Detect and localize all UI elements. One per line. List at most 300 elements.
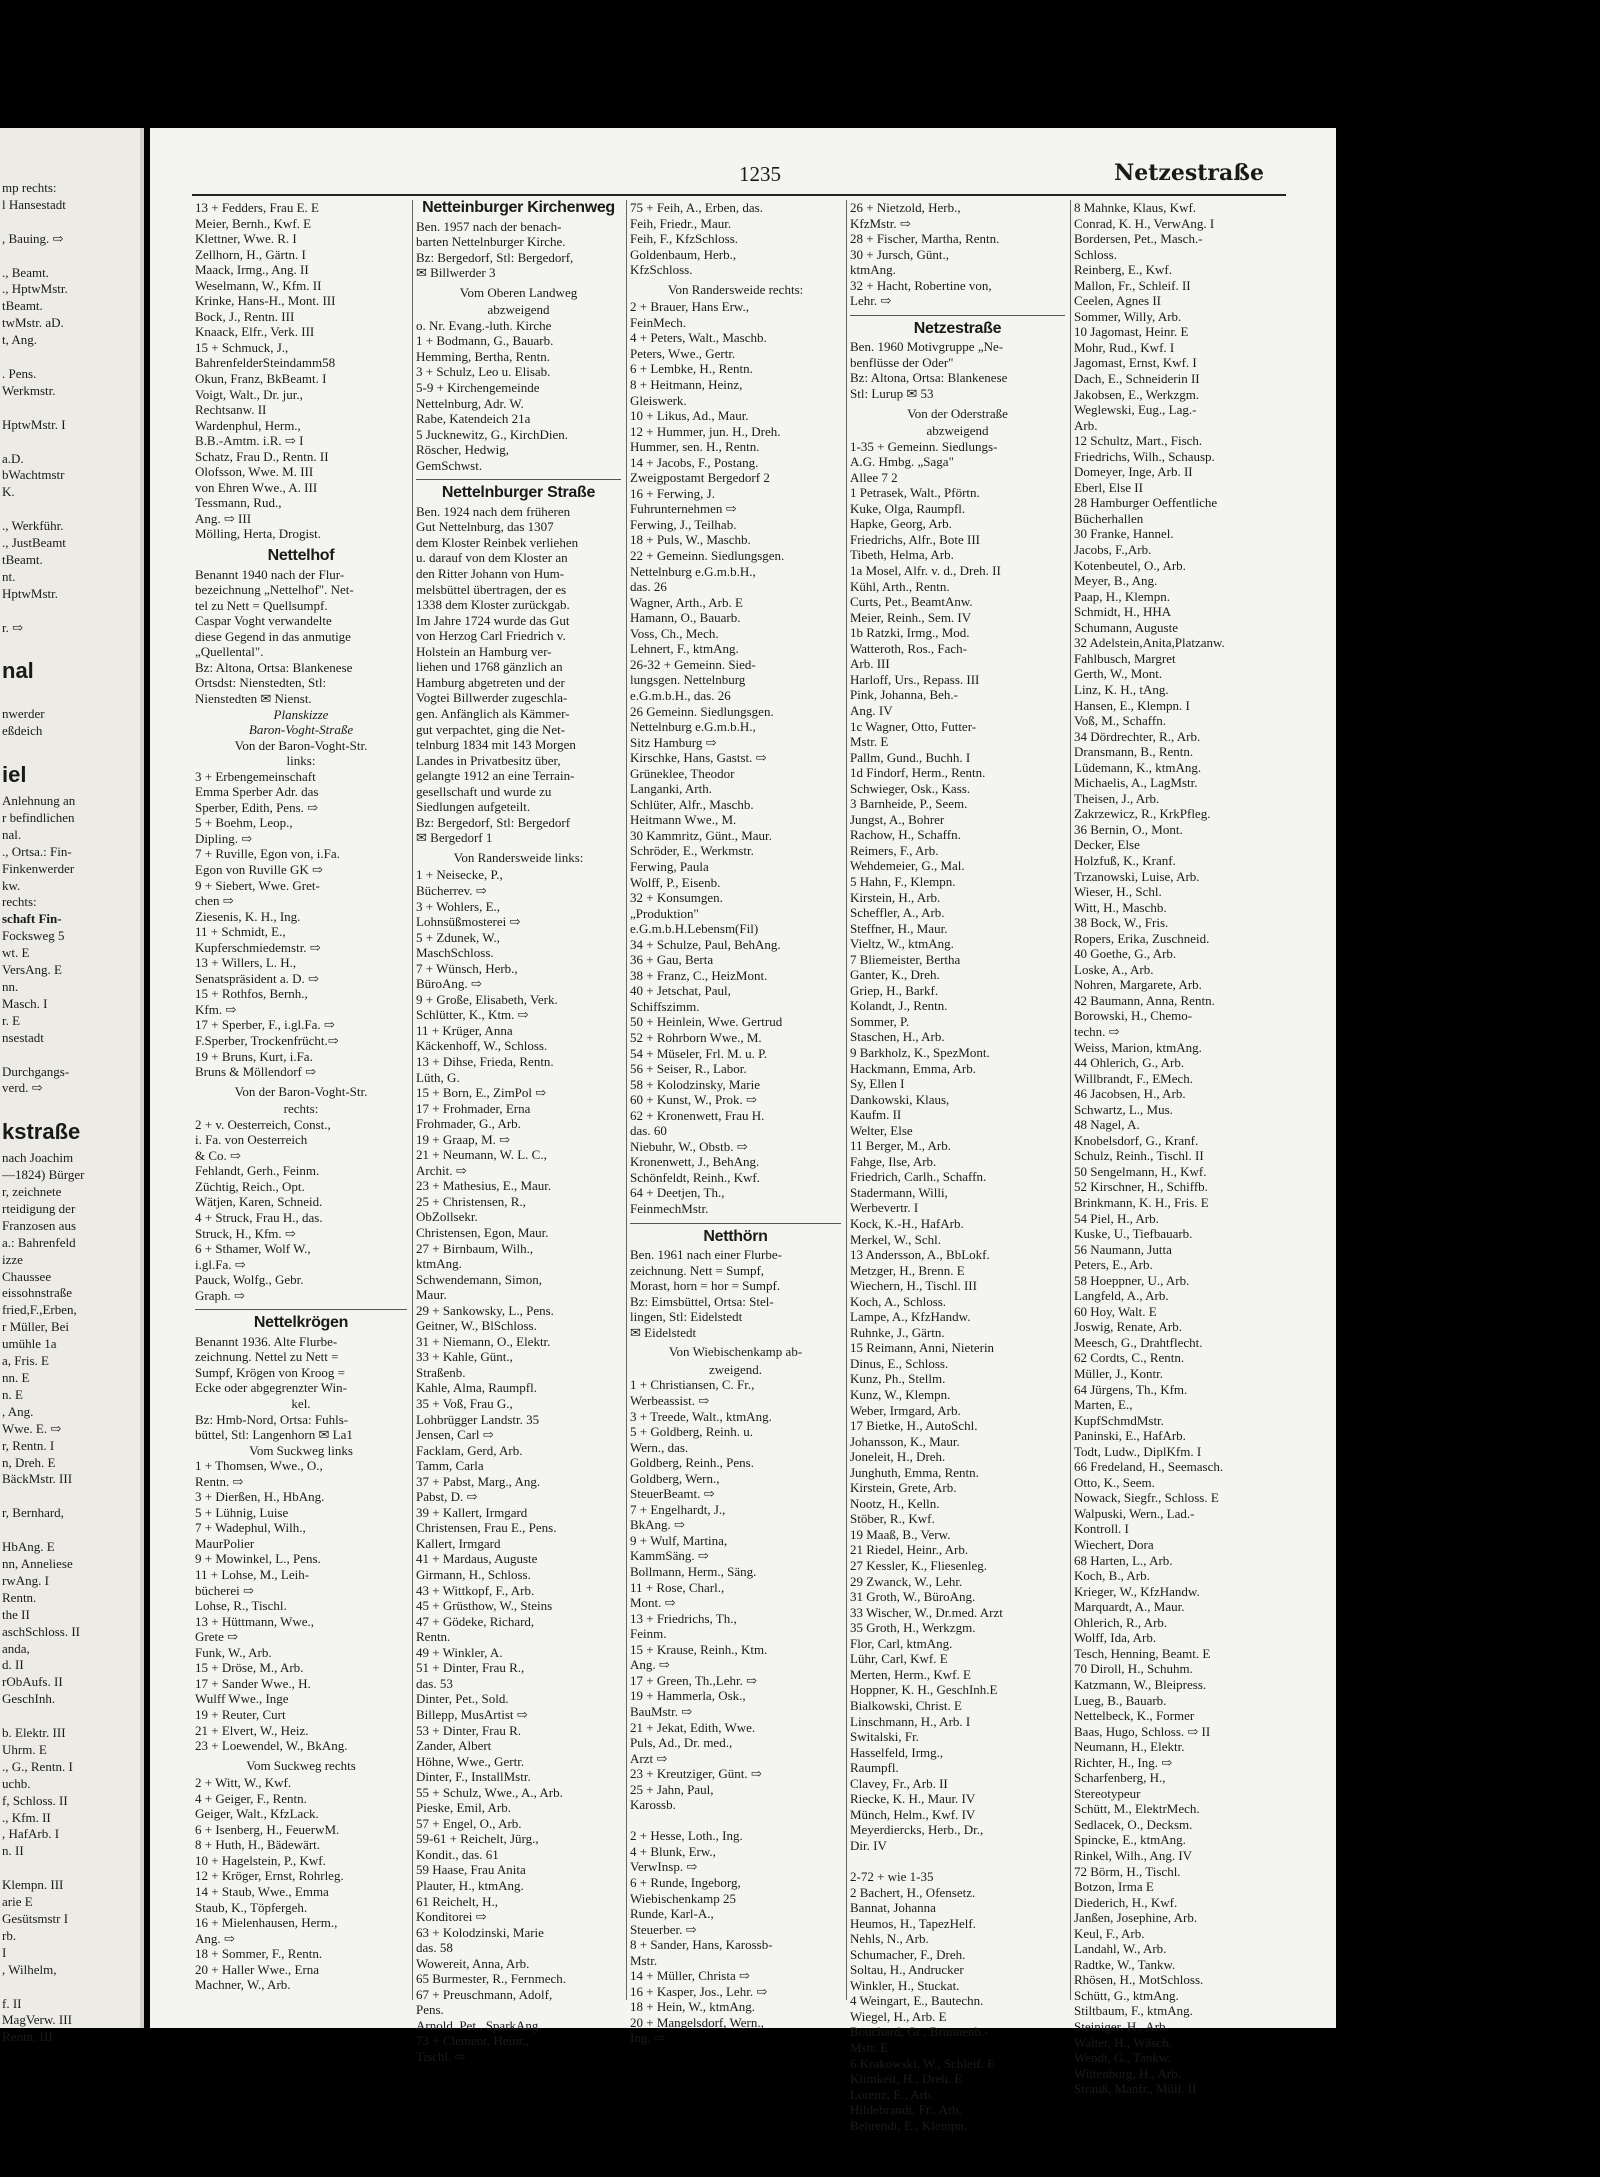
entry-line: 63 + Kolodzinski, Marie <box>416 1924 544 1940</box>
entry-line: Meesch, G., Drahtflecht. <box>1074 1334 1203 1350</box>
left-page-line: , Bauing. ⇨ <box>2 230 64 246</box>
entry-line: BauMstr. ⇨ <box>630 1703 693 1719</box>
entry-line: 19 + Bruns, Kurt, i.Fa. <box>195 1048 313 1064</box>
entry-line: 51 + Dinter, Frau R., <box>416 1660 525 1676</box>
entry-line: 9 + Mowinkel, L., Pens. <box>195 1551 321 1567</box>
entry-line: Switalski, Fr. <box>850 1729 919 1745</box>
entry-line: 17 + Sperber, F., i.gl.Fa. ⇨ <box>195 1017 335 1033</box>
entry-line: techn. ⇨ <box>1074 1023 1120 1039</box>
entry-line: Friedrichs, Wilh., Schausp. <box>1074 448 1215 464</box>
left-page-line: ., Werkführ. <box>2 518 64 534</box>
entry-line: Nohren, Margarete, Arb. <box>1074 977 1202 993</box>
entry-line: 11 + Rose, Charl., <box>630 1579 725 1595</box>
entry-line: Ferwing, Paula <box>630 858 709 874</box>
left-page-line <box>2 1860 136 1877</box>
entry-line: 5 Hahn, F., Klempn. <box>850 873 956 889</box>
entry-line: Stadermann, Willi, <box>850 1184 948 1200</box>
entry-line: 36 + Gau, Berta <box>630 952 714 968</box>
entry-line: Ben. 1957 nach der benach- <box>416 218 562 234</box>
entry-line: Jensen, Carl ⇨ <box>416 1427 494 1443</box>
entry-line: 30 Kammritz, Günt., Maur. <box>630 827 772 843</box>
entry-line: Neumann, H., Elektr. <box>1074 1739 1185 1755</box>
left-page-line: BäckMstr. III <box>2 1471 73 1487</box>
entry-line: Bücherrev. ⇨ <box>416 882 487 898</box>
entry-line: Curts, Pet., BeamtAnw. <box>850 594 973 610</box>
entry-line: Wulff Wwe., Inge <box>195 1691 289 1707</box>
entry-line: 15 + Schmuck, J., <box>195 339 289 355</box>
entry-line: Michaelis, A., LagMstr. <box>1074 775 1198 791</box>
entry-line: Spincke, E., ktmAng. <box>1074 1832 1186 1848</box>
left-page-line: n. II <box>2 1843 24 1859</box>
entry-line: Friedrichs, Alfr., Bote III <box>850 531 980 547</box>
left-page-line <box>2 636 136 653</box>
entry-line: 4 + Geiger, F., Rentn. <box>195 1790 307 1806</box>
left-page-line: r befindlichen <box>2 809 75 825</box>
left-page-line: ., G., Rentn. I <box>2 1758 73 1774</box>
entry-line: e.G.m.b.H., das. 26 <box>630 687 731 703</box>
entry-line: Egon von Ruville GK ⇨ <box>195 861 323 877</box>
left-page-line: . Pens. <box>2 365 37 381</box>
entry-line: Zellhorn, H., Gärtn. I <box>195 246 306 262</box>
left-page-line: , Wilhelm, <box>2 1961 57 1977</box>
left-page-line: Masch. I <box>2 995 48 1011</box>
entry-line: chen ⇨ <box>195 893 234 909</box>
entry-line: KfzMstr. ⇨ <box>850 215 911 231</box>
left-page-line: ., JustBeamt <box>2 535 66 551</box>
entry-line: 32 Adelstein,Anita,Platzanw. <box>1074 635 1225 651</box>
entry-line: Ang. ⇨ III <box>195 510 252 526</box>
left-page-heading: nal <box>2 658 34 684</box>
left-page-line: Wwe. E. ⇨ <box>2 1420 62 1436</box>
entry-line: 70 Diroll, H., Schuhm. <box>1074 1661 1193 1677</box>
entry-line: Langfeld, A., Arb. <box>1074 1288 1169 1304</box>
entry-line: das. 58 <box>416 1940 453 1956</box>
entry-line: Tessmann, Rud., <box>195 495 282 511</box>
entry-line: 14 + Jacobs, F., Postang. <box>630 454 759 470</box>
entry-line: Goldberg, Reinh., Pens. <box>630 1455 754 1471</box>
entry-line: 13 + Hüttmann, Wwe., <box>195 1613 315 1629</box>
entry-line: GemSchwst. <box>416 457 483 473</box>
entry-line: 17 + Frohmader, Erna <box>416 1100 531 1116</box>
entry-line: Bannat, Johanna <box>850 1900 936 1916</box>
entry-line: BahrenfelderSteindamm58 <box>195 355 336 371</box>
entry-line: Bruns & Möllendorf ⇨ <box>195 1064 317 1080</box>
entry-line: 20 + Haller Wwe., Erna <box>195 1961 320 1977</box>
entry-line: Reimers, F., Arb. <box>850 842 939 858</box>
entry-line: Kirschke, Hans, Gastst. ⇨ <box>630 750 767 766</box>
entry-line: 13 + Willers, L. H., <box>195 955 297 971</box>
entry-line: gesellschaft und wurde zu <box>416 783 552 799</box>
entry-line: 72 Börm, H., Tischl. <box>1074 1863 1181 1879</box>
entry-line: Hemming, Bertha, Rentn. <box>416 348 550 364</box>
entry-line: 2 + Hesse, Loth., Ing. <box>630 1828 743 1844</box>
entry-line: Ang. IV <box>850 702 893 718</box>
entry-line: Graph. ⇨ <box>195 1287 245 1303</box>
entry-line: Schwieger, Osk., Kass. <box>850 780 971 796</box>
entry-line: Sommer, Willy, Arb. <box>1074 308 1182 324</box>
entry-line: Sumpf, Krögen von Kroog = <box>195 1364 345 1380</box>
entry-line: 41 + Mardaus, Auguste <box>416 1551 538 1567</box>
centered-line: zweigend. <box>708 1361 763 1377</box>
entry-line: 1c Wagner, Otto, Futter- <box>850 718 977 734</box>
entry-line: 17 + Sander Wwe., H. <box>195 1675 311 1691</box>
entry-line: Sommer, P. <box>850 1013 910 1029</box>
entry-line: 45 + Grüsthow, W., Steins <box>416 1598 553 1614</box>
entry-line: F.Sperber, Trockenfrücht.⇨ <box>195 1032 339 1048</box>
entry-line: Wehdemeier, G., Mal. <box>850 858 965 874</box>
entry-line: 26-32 + Gemeinn. Sied- <box>630 656 756 672</box>
entry-line: 17 Bietke, H., AutoSchl. <box>850 1418 978 1434</box>
entry-line: Straßenb. <box>416 1364 466 1380</box>
entry-line: Dipling. ⇨ <box>195 830 253 846</box>
entry-line: Junghuth, Emma, Rentn. <box>850 1464 979 1480</box>
entry-line: dem Kloster Reinbek verliehen <box>416 534 579 550</box>
entry-line: Olofsson, Wwe. M. III <box>195 464 314 480</box>
entry-line: Zander, Albert <box>416 1738 492 1754</box>
left-page-line: Rentn. <box>2 1589 37 1605</box>
entry-line: Girmann, H., Schloss. <box>416 1567 531 1583</box>
entry-line: Kirstein, Grete, Arb. <box>850 1480 957 1496</box>
entry-line: Bouchard, Gr., Brunnenb.- <box>850 2024 989 2040</box>
entry-line: Jakobsen, E., Werkzgm. <box>1074 386 1200 402</box>
entry-line: Mölling, Herta, Drogist. <box>195 526 322 542</box>
entry-line: Hamann, O., Bauarb. <box>630 610 741 626</box>
entry-line: Steiniger, H., Arb. <box>1074 2018 1169 2034</box>
entry-line: FeinMech. <box>630 314 686 330</box>
entry-line: 66 Fredeland, H., Seemasch. <box>1074 1459 1224 1475</box>
entry-line: Runde, Karl-A., <box>630 1906 714 1922</box>
entry-line: Schwendemann, Simon, <box>416 1271 543 1287</box>
entry-line: Trzanowski, Luise, Arb. <box>1074 868 1200 884</box>
entry-line: von Ehren Wwe., A. III <box>195 479 318 495</box>
entry-line: Soltau, H., Andrucker <box>850 1962 964 1978</box>
entry-line: Peters, Wwe., Gertr. <box>630 345 736 361</box>
entry-line: lingen, Stl: Eidelstedt <box>630 1309 743 1325</box>
entry-line: Wern., das. <box>630 1439 689 1455</box>
entry-line: BkAng. ⇨ <box>630 1517 685 1533</box>
entry-line: Rachow, H., Schaffn. <box>850 827 961 843</box>
entry-line: 58 Hoeppner, U., Arb. <box>1074 1272 1190 1288</box>
entry-line: Feinm. <box>630 1626 667 1642</box>
entry-line: 1 + Bodmann, G., Bauarb. <box>416 333 554 349</box>
left-page-line: rechts: <box>2 894 37 910</box>
entry-line: 2 + Witt, W., Kwf. <box>195 1775 292 1791</box>
left-page-line <box>2 1047 136 1064</box>
entry-line: Lohnsüßmosterei ⇨ <box>416 914 521 930</box>
entry-line: Ferwing, J., Teilhab. <box>630 516 737 532</box>
entry-line: 64 Jürgens, Th., Kfm. <box>1074 1381 1188 1397</box>
left-page-line: t, Ang. <box>2 332 38 348</box>
left-page-line <box>2 1522 136 1539</box>
entry-line: Wätjen, Karen, Schneid. <box>195 1194 323 1210</box>
entry-line: 1d Findorf, Herm., Rentn. <box>850 765 986 781</box>
entry-line: Vogtei Billwerder zugeschla- <box>416 690 568 706</box>
entry-line: Lehnert, F., ktmAng. <box>630 641 739 657</box>
entry-line: Walter, H., Wäsch. <box>1074 2034 1172 2050</box>
entry-line: telnburg 1834 mit 143 Morgen <box>416 737 576 753</box>
entry-line: Knobelsdorf, G., Kranf. <box>1074 1132 1199 1148</box>
entry-line: Hummer, sen. H., Rentn. <box>630 439 760 455</box>
left-page-line: ., Ortsa.: Fin- <box>2 843 72 859</box>
entry-line: Pallm, Gund., Buchh. I <box>850 749 971 765</box>
entry-line: Arzt ⇨ <box>630 1750 668 1766</box>
entry-line: Krinke, Hans-H., Mont. III <box>195 293 336 309</box>
entry-line: Bücherhallen <box>1074 510 1144 526</box>
entry-line: Dach, E., Schneiderin II <box>1074 371 1200 387</box>
entry-line: 17 + Green, Th.,Lehr. ⇨ <box>630 1672 758 1688</box>
entry-line: Kuke, Olga, Raumpfl. <box>850 500 966 516</box>
entry-line: 62 + Kronenwett, Frau H. <box>630 1107 765 1123</box>
entry-line: Nowack, Siegfr., Schloss. E <box>1074 1490 1219 1506</box>
entry-line: Voigt, Walt., Dr. jur., <box>195 386 303 402</box>
entry-line: Willbrandt, F., EMech. <box>1074 1070 1194 1086</box>
left-page-line: rteidigung der <box>2 1200 76 1216</box>
entry-line: Allee 7 2 <box>850 469 898 485</box>
entry-line: 73 + Clement, Heinr., <box>416 2033 529 2049</box>
column-5 <box>1070 200 1288 2097</box>
entry-line: 2 + Brauer, Hans Erw., <box>630 299 749 315</box>
left-page-line: rb. <box>2 1927 17 1943</box>
entry-line: 6 + Lembke, H., Rentn. <box>630 361 753 377</box>
entry-line: Ziesenis, K. H., Ing. <box>195 908 301 924</box>
entry-line: B.B.-Amtm. i.R. ⇨ I <box>195 433 304 449</box>
entry-line: 11 + Schmidt, E., <box>195 924 286 940</box>
entry-line: Voß, M., Schaffn. <box>1074 713 1166 729</box>
entry-line: Kirstein, H., Arb. <box>850 889 941 905</box>
entry-line: bücherei ⇨ <box>195 1582 254 1598</box>
entry-line: Grüneklee, Theodor <box>630 765 735 781</box>
entry-line: 13 + Fedders, Frau E. E <box>195 200 319 215</box>
entry-line: 3 + Wohlers, E., <box>416 898 501 914</box>
entry-line: Vieltz, W., ktmAng. <box>850 936 954 952</box>
entry-line: Ceelen, Agnes II <box>1074 293 1162 309</box>
left-page-line <box>2 689 136 706</box>
entry-line: Tischl. ⇨ <box>416 2048 466 2064</box>
entry-line: 15 + Born, E., ZimPol ⇨ <box>416 1085 547 1101</box>
entry-line: Pieske, Emil, Arb. <box>416 1800 511 1816</box>
entry-line: Borowski, H., Chemo- <box>1074 1008 1193 1024</box>
entry-line: Kühl, Arth., Rentn. <box>850 578 950 594</box>
column-2 <box>412 199 624 2064</box>
entry-line: 3 + Dierßen, H., HbAng. <box>195 1489 325 1505</box>
entry-line: das. 53 <box>416 1675 453 1691</box>
section-subheading: Von der Oderstraße <box>907 405 1008 421</box>
entry-line: 11 + Lohse, M., Leih- <box>195 1567 310 1583</box>
entry-line: Arnold, Pet., SparkAng. <box>416 2017 542 2033</box>
entry-line: Wiechern, H., Tischl. III <box>850 1278 977 1294</box>
entry-line: Machner, W., Arb. <box>195 1977 291 1993</box>
entry-line: Lueg, B., Bauarb. <box>1074 1692 1167 1708</box>
entry-line: 18 + Hein, W., ktmAng. <box>630 1999 756 2015</box>
left-page-line: twMstr. aD. <box>2 315 64 331</box>
entry-line: Plauter, H., ktmAng. <box>416 1877 524 1893</box>
left-page-line: Klempn. III <box>2 1877 64 1893</box>
entry-line: 10 Jagomast, Heinr. E <box>1074 324 1189 340</box>
entry-line: 14 + Müller, Christa ⇨ <box>630 1968 750 1984</box>
entry-line: Goldenbaum, Herb., <box>630 246 737 262</box>
entry-line: Bialkowski, Christ. E <box>850 1697 962 1713</box>
entry-line: ktmAng. <box>850 262 896 278</box>
section-subheading: Von Randersweide links: <box>453 849 584 865</box>
entry-line: Stl: Lurup ✉ 53 <box>850 386 934 402</box>
entry-line: Christensen, Frau E., Pens. <box>416 1520 557 1536</box>
left-page-line <box>2 248 136 265</box>
entry-line: Meyer, B., Ang. <box>1074 573 1158 589</box>
left-page-line: uchb. <box>2 1775 31 1791</box>
entry-line: Voss, Ch., Mech. <box>630 625 719 641</box>
entry-line: Kock, K.-H., HafArb. <box>850 1216 964 1231</box>
entry-line: Nettelnburg e.G.m.b.H., <box>630 719 756 735</box>
entry-line: 16 + Kasper, Jos., Lehr. ⇨ <box>630 1983 768 1999</box>
left-page-line: nsestadt <box>2 1029 44 1045</box>
entry-line: Rinkel, Wilh., Ang. IV <box>1074 1847 1193 1863</box>
entry-line: Kontroll. I <box>1074 1521 1129 1537</box>
entry-line: Fahlbusch, Margret <box>1074 650 1176 666</box>
entry-line: Funk, W., Arb. <box>195 1644 272 1660</box>
entry-line: Christensen, Egon, Maur. <box>416 1225 549 1240</box>
entry-line: MaurPolier <box>195 1535 255 1551</box>
sketch-caption: Baron-Voght-Straße <box>248 722 354 738</box>
entry-line: Röscher, Hedwig, <box>416 442 509 458</box>
entry-line: Gerth, W., Mont. <box>1074 666 1163 682</box>
entry-line: 9 + Siebert, Wwe. Gret- <box>195 877 320 893</box>
entry-line: 5 + Boehm, Leop., <box>195 815 293 831</box>
entry-line: 9 Barkholz, K., SpezMont. <box>850 1044 990 1060</box>
entry-line: Ang. ⇨ <box>195 1930 235 1946</box>
entry-line: 16 + Mielenhausen, Herm., <box>195 1915 338 1931</box>
entry-line: Bz: Bergedorf, Stl: Bergedorf, <box>416 249 574 265</box>
entry-line: Kunz, W., Klempn. <box>850 1387 951 1403</box>
entry-line: 1-35 + Gemeinn. Siedlungs- <box>850 438 998 454</box>
entry-line: 2 + v. Oesterreich, Const., <box>195 1116 331 1132</box>
left-page-line: Gesütsmstr I <box>2 1911 69 1926</box>
entry-line: Janßen, Josephine, Arb. <box>1074 1910 1198 1926</box>
entry-line: Landahl, W., Arb. <box>1074 1941 1167 1957</box>
entry-line: Decker, Else <box>1074 837 1140 853</box>
entry-line: Stöber, R., Kwf. <box>850 1511 935 1527</box>
entry-line: 50 + Heinlein, Wwe. Gertrud <box>630 1014 783 1030</box>
entry-line: Theisen, J., Arb. <box>1074 790 1160 806</box>
page-number: 1235 <box>739 162 781 186</box>
entry-line: KfzSchloss. <box>630 262 693 278</box>
entry-line: A.G. Hmbg. „Saga" <box>850 454 954 470</box>
entry-line: 38 + Franz, C., HeizMont. <box>630 967 768 983</box>
entry-line: 64 + Deetjen, Th., <box>630 1185 725 1201</box>
entry-line: 60 + Kunst, W., Prok. ⇨ <box>630 1092 757 1108</box>
street-heading: Nettelhof <box>267 547 335 565</box>
left-page-line <box>2 434 136 451</box>
entry-line: Wiegel, H., Arb. E <box>850 2008 947 2024</box>
entry-line: Dir. IV <box>850 1837 887 1853</box>
entry-line: diese Gegend in das anmutige <box>195 628 351 644</box>
entry-line: Ang. ⇨ <box>630 1657 670 1673</box>
entry-line: Griep, H., Barkf. <box>850 982 939 998</box>
entry-line: Friedrich, Carlh., Schaffn. <box>850 1169 987 1185</box>
entry-line: 3 Barnheide, P., Seem. <box>850 796 968 812</box>
left-page-lines <box>0 128 140 2046</box>
entry-line: 9 + Große, Elisabeth, Verk. <box>416 991 558 1007</box>
entry-line: 54 Piel, H., Arb. <box>1074 1210 1159 1226</box>
entry-line: 3 + Erbengemeinschaft <box>195 768 316 784</box>
entry-line: 33 Wischer, W., Dr.med. Arzt <box>850 1604 1003 1620</box>
entry-line: 23 + Loewendel, W., BkAng. <box>195 1738 348 1754</box>
entry-line: 4 Weingart, E., Bautechn. <box>850 1993 984 2009</box>
entry-line: Todt, Ludw., DiplKfm. I <box>1074 1443 1202 1459</box>
left-page-line: r, Rentn. I <box>2 1437 55 1453</box>
section-subheading: Von Randersweide rechts: <box>667 281 804 297</box>
entry-line: lungsgen. Nettelnburg <box>630 672 746 688</box>
entry-line: Ben. 1924 nach dem früheren <box>416 503 571 519</box>
entry-line: Nootz, H., Kelln. <box>850 1495 940 1511</box>
entry-line: Schlüter, Alfr., Maschb. <box>630 796 754 812</box>
entry-line: Konditorei ⇨ <box>416 1909 487 1925</box>
left-page-line: bWachtmstr <box>2 467 65 483</box>
entry-line: Sedlacek, O., Decksm. <box>1074 1816 1193 1832</box>
entry-line: 19 + Graap, M. ⇨ <box>416 1131 511 1147</box>
entry-line: Rechtsanw. II <box>195 402 267 418</box>
entry-line: Tibeth, Helma, Arb. <box>850 547 954 563</box>
entry-line: Holstein an Hamburg ver- <box>416 643 552 659</box>
entry-line: Lorenz, E., Arb. <box>850 2086 934 2102</box>
entry-line: 10 + Hagelstein, P., Kwf. <box>195 1852 326 1868</box>
entry-line: Hoppner, K. H., GeschInh.E <box>850 1682 998 1698</box>
entry-line: 55 + Schulz, Wwe., A., Arb. <box>416 1784 563 1800</box>
entry-line: Steffner, H., Maur. <box>850 920 948 936</box>
left-page-line: Werkmstr. <box>2 382 56 398</box>
entry-line: Niebuhr, W., Obstb. ⇨ <box>630 1138 748 1154</box>
entry-line: KammSäng. ⇨ <box>630 1548 709 1564</box>
street-heading: Netteinburger Kirchenweg <box>422 199 615 216</box>
entry-line: Mohr, Rud., Kwf. I <box>1074 339 1175 355</box>
entry-line: 33 + Kahle, Günt., <box>416 1349 513 1365</box>
entry-line: VerwInsp. ⇨ <box>630 1859 698 1875</box>
entry-line: 52 Kirschner, H., Schiffb. <box>1074 1179 1208 1195</box>
entry-line: Loske, A., Arb. <box>1074 961 1154 977</box>
entry-line: tel zu Nett = Quellsumpf. <box>195 597 328 613</box>
entry-line: Witt, H., Maschb. <box>1074 899 1167 915</box>
entry-line: Morast, horn = hor = Sumpf. <box>630 1278 781 1294</box>
entry-line: 22 + Gemeinn. Siedlungsgen. <box>630 548 785 564</box>
left-page-line: verd. ⇨ <box>2 1080 43 1096</box>
entry-line: Okun, Franz, BkBeamt. I <box>195 371 327 387</box>
entry-line: 23 + Kreutziger, Günt. ⇨ <box>630 1766 762 1782</box>
entry-line: 58 + Kolodzinsky, Marie <box>630 1076 760 1092</box>
entry-line: Meier, Reinh., Sem. IV <box>850 609 972 625</box>
centered-line: abzweigend <box>487 302 550 318</box>
entry-line: gelangte 1912 an eine Terrain- <box>416 768 575 784</box>
entry-line: Scharfenberg, H., <box>1074 1770 1166 1786</box>
entry-line: Geitner, W., BlSchloss. <box>416 1318 537 1334</box>
entry-line: Lühr, Carl, Kwf. E <box>850 1651 948 1667</box>
header-rule <box>192 194 1286 196</box>
entry-line: Arb. <box>1074 417 1098 433</box>
entry-line: Hamburg abgetreten und der <box>416 674 565 690</box>
column-4 <box>846 200 1068 2133</box>
entry-line: 5 + Lühnig, Luise <box>195 1504 289 1520</box>
entry-line: 32 + Konsumgen. <box>630 890 723 906</box>
entry-line: & Co. ⇨ <box>195 1147 241 1163</box>
entry-line: Koch, B., Arb. <box>1074 1568 1150 1584</box>
entry-line: Senatspräsident a. D. ⇨ <box>195 970 319 986</box>
entry-line: Ing. ⇨ <box>630 2030 665 2046</box>
left-page-line: a.: Bahrenfeld <box>2 1234 76 1250</box>
left-page-line: Franzosen aus <box>2 1217 77 1233</box>
entry-line: Archit. ⇨ <box>416 1162 467 1178</box>
column-3 <box>626 200 844 2046</box>
entry-line: Ruhnke, J., Gärtn. <box>850 1324 945 1340</box>
section-subheading: Vom Suckweg rechts <box>246 1757 356 1773</box>
entry-line: 21 + Neumann, W. L. C., <box>416 1147 547 1163</box>
